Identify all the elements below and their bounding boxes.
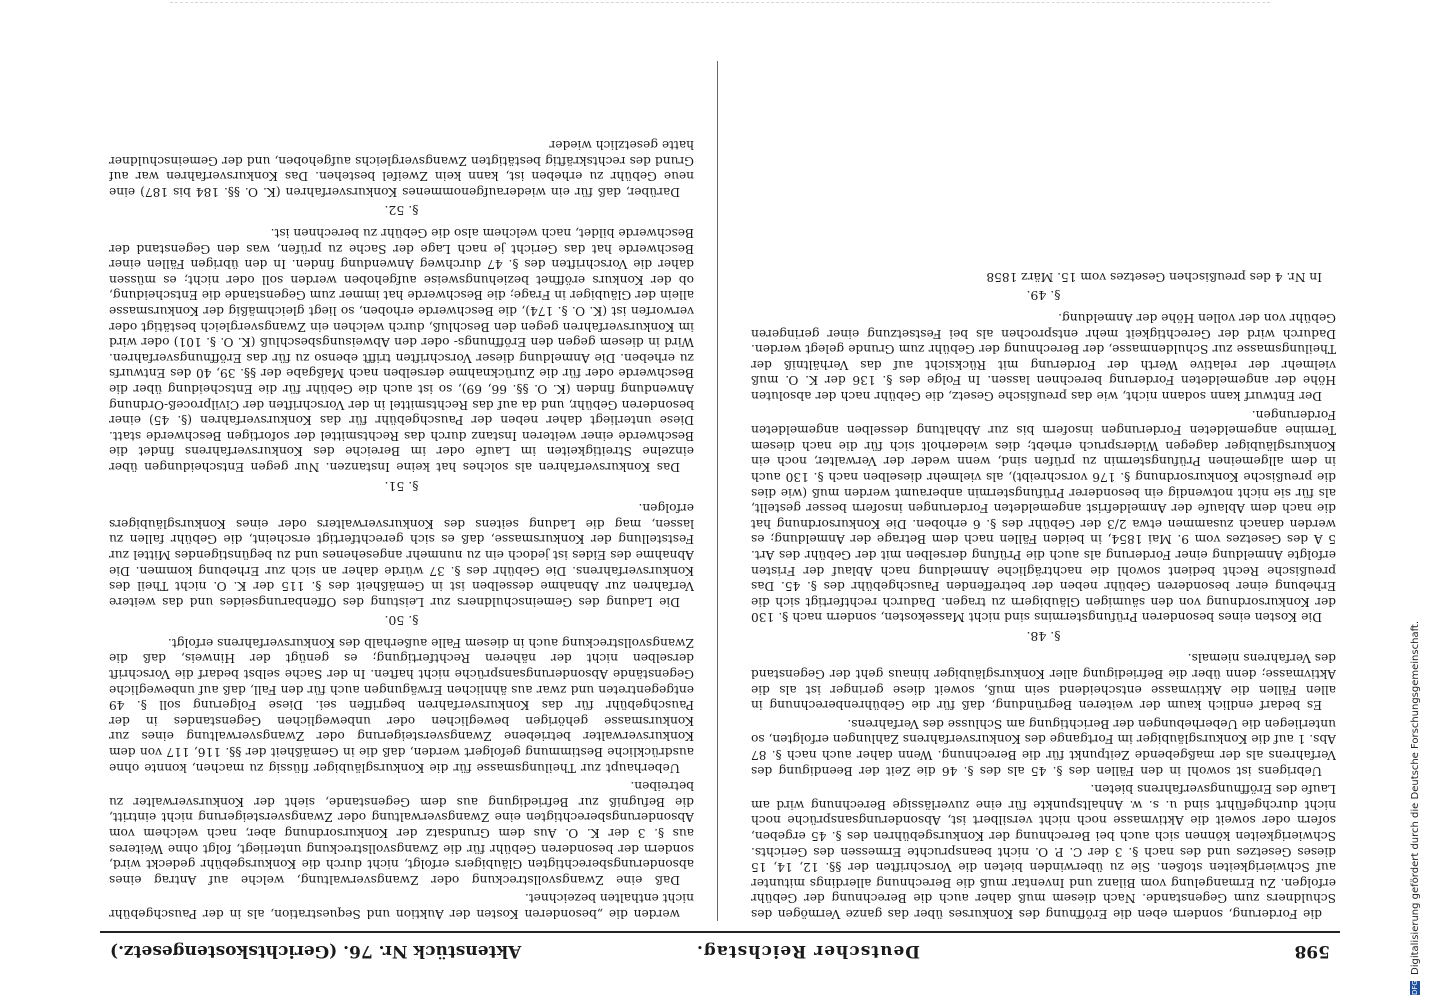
column-divider — [717, 61, 718, 921]
paragraph: Ueberhaupt zur Theilungsmasse für die Konkursgläubiger flüssig zu machen, konnte ohne ausdrückliche Bestimmung gefolgert werden, daß die in Gemäßheit der §§. 116, 117 von dem Konkursverwalter betriebene Zwangsversteigerung oder Zwangsverwaltung eines zur Konkursmasse gehörigen beweglichen oder unbeweglichen Gegenstandes in der Pauschgebühr für das Konkursverfahren begriffen sei. Diese Folgerung soll §. 49 entgegentreten und zwar aus ähnlichen Erwägungen auch für den Fall, daß auf unbewegliche Gegenstände Absonderungsansprüche nicht haften. In der Sache selbst bedarf die Vorschrift derselben nicht der näheren Rechtfertigung; es genügt der Hinweis, daß die Zwangsvollstreckung auch in diesem Falle außerhalb des Konkursverfahrens erfolgt. — [109, 635, 694, 775]
section-heading: §. 51. — [384, 478, 419, 494]
page-header — [100, 935, 1340, 965]
paragraph: Das Konkursverfahren als solches hat keine Instanzen. Nur gegen Entscheidungen über einzelne Streitigkeiten im Laufe oder im Bereiche des Konkursverfahrens findet die Beschwerde einer weiteren Instanz durch das Rechtsmittel der sofortigen Beschwerde statt. Diese unterliegt daher neben der Pauschgebühr für das Konkursverfahren (§. 45) einer besonderen Gebühr, und da auf das Rechtsmittel in der Vorschriften der Civilproceß-Ordnung Anwendung finden (K. O. §§. 66, 69), so ist auch die Gebühr für die Entscheidung über die Beschwerde oder für die Zurücknahme derselben nach Maßgabe der §§. 39, 40 des Entwurfs zu erheben. Die Anmeldung dieser Vorschriften trifft ebenso zu für das Eröffnungsverfahren. Wird in diesem gegen den Eröffnungs- oder den Abweisungsbeschluß (K. O. §. 101) oder wird im Konkursverfahren gegen den Beschluß, durch welchen ein Zwangsvergleich bestätigt oder verworfen ist (K. O. §. 174), die Beschwerde erhoben, so liegt gleichmäßig der Konkursmasse allein der Gläubiger in Frage; die Beschwerde hat immer zum Gegenstande die Entscheidung, ob der Konkurs eröffnet beziehungsweise aufgehoben werden soll oder nicht; es müssen daher die Vorschriften des §. 47 durchweg Anwendung finden. In den übrigen Fällen einer Beschwerde hat das Gericht je nach Lage der Sache zu prüfen, was den Gegenstand der Beschwerde bildet, nach welchem also die Gebühr zu berechnen ist. — [109, 226, 694, 474]
header-rule — [100, 931, 1340, 933]
paragraph: Darüber, daß für ein wiederaufgenommenes Konkursverfahren (K. O. §§. 184 bis 187) eine neue Gebühr zu erheben ist, kann kein Zweifel bestehen. Das Konkursverfahren war auf Grund des rechtskräftig bestätigten Zwangsvergleichs aufgehoben, und der Gemeinschuldner hatte gesetzlich wieder — [109, 138, 694, 199]
paragraph: In Nr. 4 des preußischen Gesetzes vom 15. März 1858 — [986, 269, 1322, 284]
paragraph: die Forderung, sondern eben die Eröffnung des Konkurses über das ganze Vermögen des Schuldners zum Gegenstande. Nach diesem muß daher auch die Berechnung der Gebühr erfolgen. Zu Ermangelung vom Bilanz und Inventar muß die Berechnung allerdings mitunter auf Schwierigkeiten stoßen. Sie zu überwinden bieten die Vorschriften der §§. 12, 14, 15 dieses Gesetzes und des nach §. 3 der C. P. O. nicht beanspruchte Ermessen des Gerichts. Schwierigkeiten können sich auch bei Berechnung der Konkursgebühren des §. 45 ergeben, sofern oder soweit die Aktivmasse noch nicht versilbert ist, Absonderungsansprüche noch nicht durchgeführt sind u. s. w. Anhaltspunkte für eine zuverlässige Berechnung wird am Laufe des Eröffnungsverfahrens bieten. — [751, 782, 1336, 921]
paragraph: Es bedarf endlich kaum der weiteren Begründung, daß für die Gebührenberechnung in allen Fällen die Aktivmasse entscheidend sein muß, soweit diese geringer ist als die Aktivmasse; denn über die Befriedigung aller Konkursgläubiger hinaus geht der Gegenstand des Verfahrens niemals. — [751, 651, 1336, 713]
credit-text: Digitalisierung gefördert durch die Deutsche Forschungsgemeinschaft. — [1410, 620, 1421, 975]
section-heading: §. 50. — [384, 613, 419, 629]
digitization-credit — [1410, 5, 1421, 995]
paragraph: Die Kosten eines besonderen Prüfungstermins sind nicht Massekosten, sondern nach §. 130 der Konkursordnung von den säumigen Gläubigern zu tragen. Dadurch rechtfertigt sich die Erhebung einer besonderen Gebühr neben der betreffenden Pauschgebühr des §. 45. Das preußische Recht bedient sowohl die nachträgliche Anmeldung nach Ablauf der Fristen erfolgte Anmeldung einer Forderung als auch die Prüfung derselben mit der Gebühr des Art. 5 A des Gesetzes vom 9. Mai 1854, in beiden Fällen nach dem Betrage der Anmeldung; es werden danach zusammen etwa 2/3 der Gebühr des §. 6 erhoben. Die Konkursordnung hat die nach dem Ablaufe der Anmeldefrist angemeldeten Forderungen insofern besser gestellt, als für sie nicht notwendig ein besonderer Prüfungstermin anberaumt werden muß (wie dies die preußische Konkursordnung §. 176 vorschreibt), als vielmehr dieselben nach §. 130 auch in dem allgemeinen Prüfungstermin zu prüfen sind, wenn weder der Verwalter, noch ein Konkursgläubiger dagegen Widerspruch erhebt; dies wiederholt sich für die nach diesem Termine angemeldeten Forderungen insofern bis zur Abhaltung desselben angemeldeten Forderungen. — [751, 407, 1336, 625]
paragraph: Die Ladung des Gemeinschuldners zur Leistung des Offenbarungseides und das weitere Verfahren zur Abnahme desselben ist in Gemäßheit des §. 115 der K. O. nicht Theil des Konkursverfahrens. Die Gebühr des §. 37 würde daher an sich zur Erhebung kommen. Die Abnahme des Eides ist jedoch ein zu nunmehr angesehenes und zu begünstigendes Mittel zur Feststellung der Konkursmasse, daß es sich gerechtfertigt erscheint, die Gebühr fallen zu lassen, mag die Ladung seitens des Konkursverwalters oder eines Konkursgläubigers erfolgen. — [109, 501, 694, 609]
rotated-page — [100, 60, 1340, 965]
paragraph: Uebrigens ist sowohl in den Fällen des §. 45 als des §. 46 die Zeit der Beendigung des Verfahrens als der maßgebende Zeitpunkt für die Berechnung. Wenn daher auch nach §. 87 Abs. 1 auf die Konkursgläubiger im Fortgange des Konkursverfahrens Zahlungen erfolgten, so unterliegen die Ueberhebungen der Berichtigung am Schlusse des Verfahrens. — [751, 716, 1336, 778]
paragraph: Der Entwurf kann sodann nicht, wie das preußische Gesetz, die Gebühr nach der absoluten Höhe der angemeldeten Forderung berechnen lassen. In Folge des §. 136 der K. O. muß vielmehr der relative Werth der Forderung mit Rücksicht auf das Verhältniß der Theilungsmasse zur Schuldenmasse, der Berechnung der Gebühr zum Grunde gelegt werden. Dadurch wird der Gerechtigkeit mehr entsprochen als bei Festsetzung einer geringeren Gebühr von der vollen Höhe der Anmeldung. — [751, 311, 1336, 403]
header-title: Deutscher Reichstag. — [695, 941, 920, 961]
bleed-through-line — [170, 2, 1270, 7]
paragraph: werden die „besonderen Kosten der Auktion und Sequestration, als in der Pauschgebühr nicht enthalten bezeichnet. — [109, 891, 694, 921]
left-column — [751, 61, 1336, 921]
section-heading: §. 48. — [1026, 628, 1061, 644]
right-column — [109, 61, 694, 921]
document-label: Aktenstück Nr. 76. (Gerichtskostengesetz.) — [110, 941, 522, 961]
dfg-logo: DFG — [1411, 980, 1419, 995]
section-heading: §. 49. — [1026, 288, 1061, 304]
paragraph: Daß eine Zwangsvollstreckung oder Zwangsverwaltung, welche auf Antrag eines absonderungsberechtigten Gläubigers erfolgt, nicht durch die Konkursgebühr gedeckt wird, sondern der besonderen Gebühr für die Zwangsvollstreckung unterliegt, folgt ohne Weiteres aus §. 3 der K. O. Aus dem Grundsatz der Konkursordnung aber, nach welchem vom Absonderungsberechtigten eine Zwangsverwaltung oder Zwangsversteigerung nicht eintritt, die Befugniß zur Befriedigung aus dem Gegenstande, sieht der Konkursverwalter zu betreiben. — [109, 779, 694, 887]
page-number: 598 — [1294, 941, 1330, 961]
section-heading: §. 52. — [384, 203, 419, 219]
